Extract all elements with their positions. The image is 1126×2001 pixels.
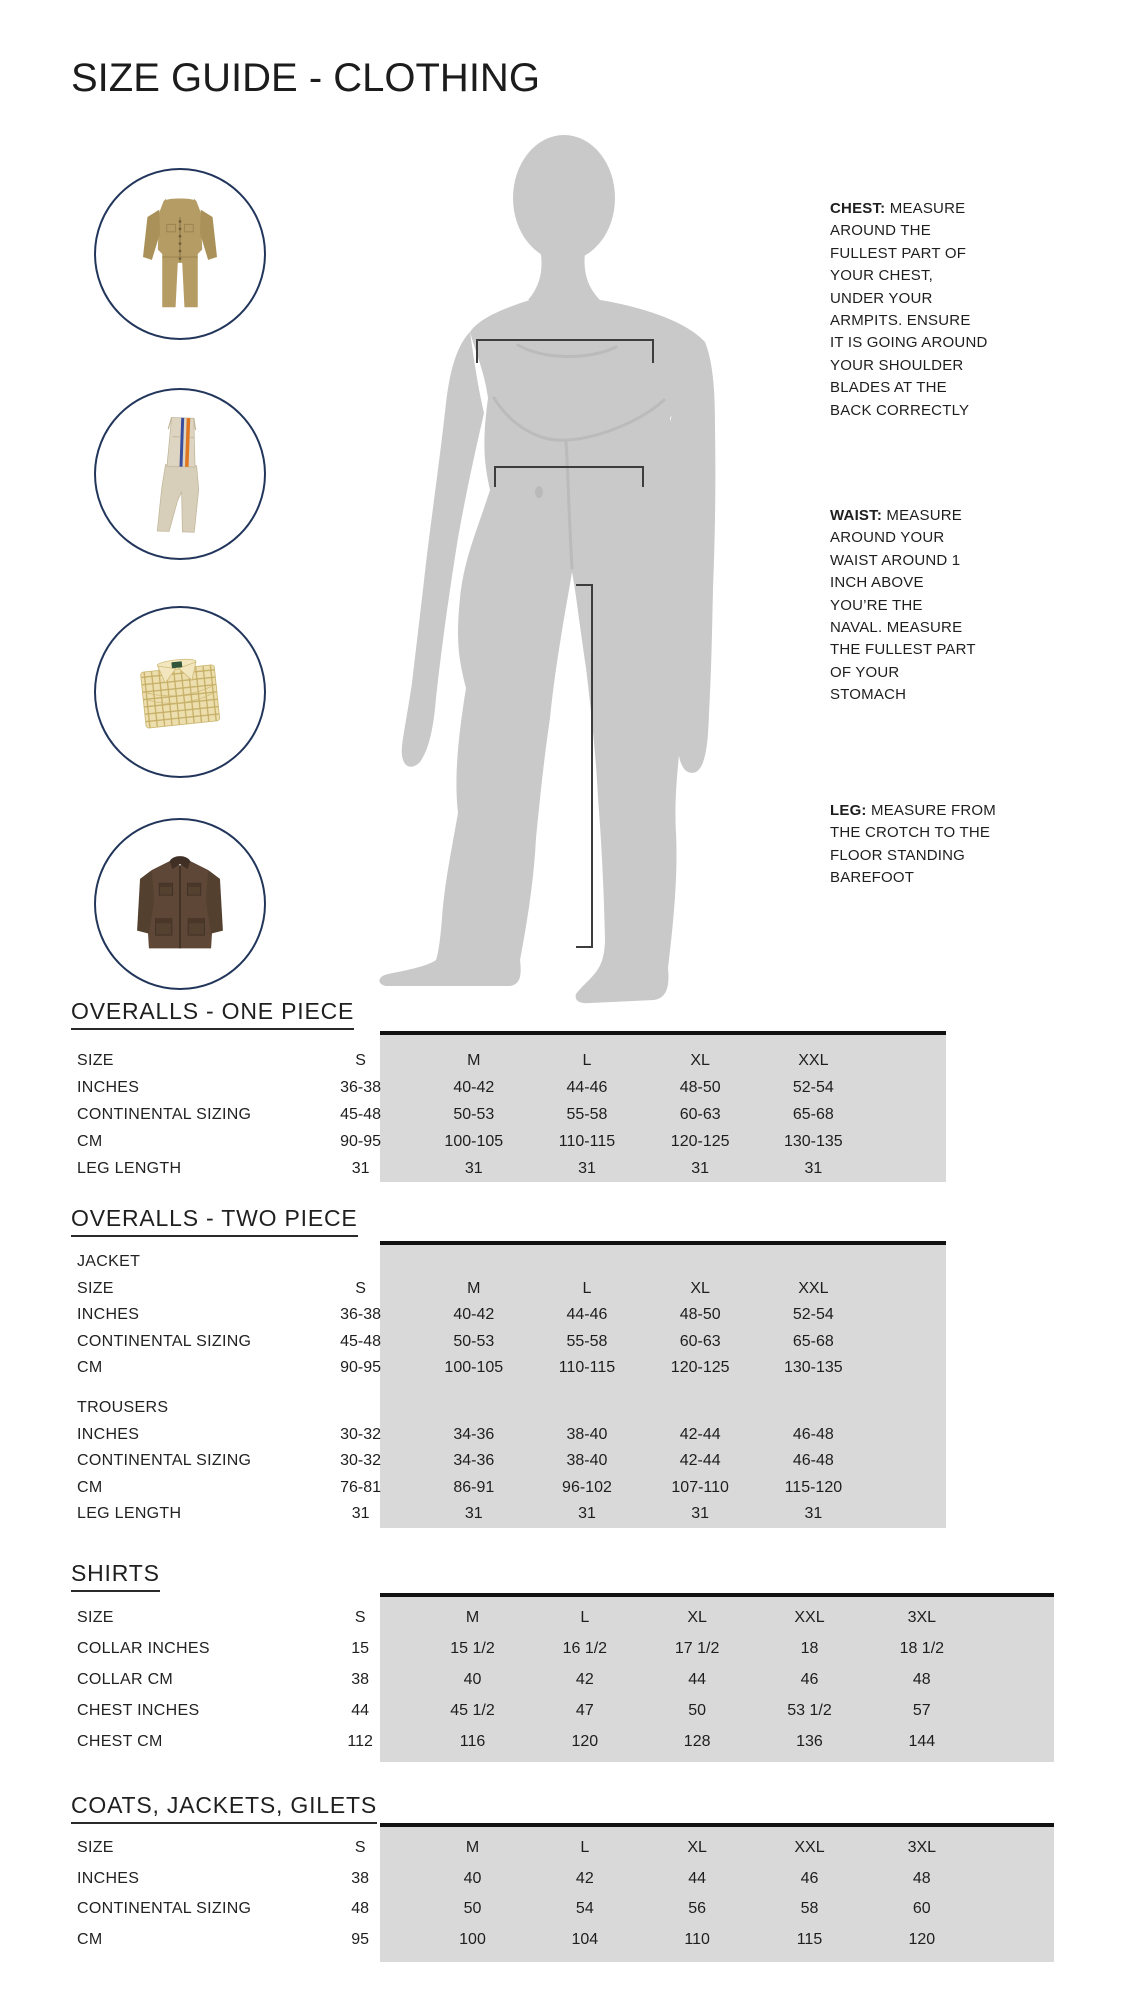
cell: 58 [800,1900,819,1918]
cell: 30-32 [340,1425,382,1443]
cell: 44-46 [566,1078,608,1096]
cell: M [467,1051,481,1069]
cell: 40 [463,1869,482,1887]
cell: XL [690,1279,710,1297]
cell: 130-135 [783,1132,843,1150]
cell: S [354,1609,366,1627]
cell: 54 [575,1900,594,1918]
cell: 31 [691,1159,710,1177]
row-label: CHEST CM [77,1732,163,1750]
cell: 15 [351,1640,370,1658]
row-label: CM [77,1132,103,1150]
table-row [0,1475,1126,1502]
cell: 90-95 [340,1359,382,1377]
table-row [0,1726,1126,1757]
cell: 52-54 [792,1078,834,1096]
cell: M [465,1839,480,1857]
row-label: COLLAR CM [77,1670,174,1688]
cell: XL [687,1839,707,1857]
cell: 65-68 [792,1332,834,1350]
product-image-two-piece-overall [94,388,266,560]
table-subheading-row [0,1395,1126,1422]
cell: 120 [571,1732,599,1750]
cell: 116 [459,1732,486,1750]
cell: XL [687,1609,707,1627]
cell: 115 [796,1930,823,1948]
cell: 65-68 [792,1105,834,1123]
row-label: CONTINENTAL SIZING [77,1452,252,1470]
product-image-field-jacket [94,818,266,990]
cell: 110-115 [558,1132,616,1150]
cell: 115-120 [784,1478,843,1496]
trousers-subheading: TROUSERS [77,1399,169,1417]
cell: 48-50 [679,1306,721,1324]
cell: 42 [575,1670,594,1688]
table-row [0,1422,1126,1449]
cell: L [582,1279,592,1297]
cell: 38-40 [566,1425,608,1443]
cell: 120-125 [670,1359,730,1377]
cell: 30-32 [340,1452,382,1470]
cell: M [467,1279,481,1297]
cell: 31 [578,1159,596,1177]
table-row [0,1894,1126,1925]
cell: XL [690,1051,710,1069]
cell: 110-115 [558,1359,616,1377]
waist-note-label: WAIST: [830,507,883,524]
cell: 44-46 [566,1306,608,1324]
cell: 44 [688,1670,707,1688]
cell: 48 [912,1670,931,1688]
row-label: SIZE [77,1609,114,1627]
cell: 48 [351,1900,370,1918]
cell: 56 [688,1900,707,1918]
cell: 57 [912,1701,931,1719]
cell: 40 [463,1670,482,1688]
cell: 42-44 [679,1452,721,1470]
cell: 110 [684,1930,710,1948]
table-subheading-row [0,1249,1126,1276]
cell: 50-53 [453,1105,495,1123]
cell: 47 [575,1701,594,1719]
cell: XXL [794,1609,825,1627]
cell: 3XL [907,1609,937,1627]
table-row [0,1355,1126,1382]
cell: 50 [463,1900,482,1918]
cell: 60-63 [679,1105,721,1123]
row-label: INCHES [77,1425,140,1443]
leg-measure-line [576,584,593,948]
cell: 60 [912,1900,931,1918]
table-row [0,1501,1126,1528]
checked-shirt-icon [106,618,254,766]
table-row [0,1101,1126,1128]
cell: 42 [575,1869,594,1887]
cell: M [465,1609,480,1627]
two-piece-overall-icon [106,400,254,548]
cell: 76-81 [340,1478,382,1496]
cell: L [580,1609,590,1627]
body-silhouette [318,98,718,1008]
leg-note [830,800,996,890]
cell: 53 1/2 [787,1701,832,1719]
chest-note-label: CHEST: [830,200,886,217]
cell: 60-63 [679,1332,721,1350]
cell: 36-38 [340,1306,382,1324]
cell: 38 [351,1869,370,1887]
table-row [0,1074,1126,1101]
cell: 120-125 [670,1132,730,1150]
cell: 112 [347,1732,373,1750]
cell: 34-36 [453,1452,495,1470]
table-row [0,1329,1126,1356]
cell: 52-54 [792,1306,834,1324]
table-row [0,1155,1126,1182]
chest-measure-line [476,339,654,363]
cell: 36-38 [340,1078,382,1096]
cell: 42-44 [679,1425,721,1443]
cell: 107-110 [671,1478,729,1496]
table-row [0,1276,1126,1303]
cell: 18 [800,1640,819,1658]
cell: 130-135 [783,1359,843,1377]
cell: 31 [578,1505,596,1523]
cell: 31 [464,1159,483,1177]
one-piece-overall-icon [106,180,254,328]
cell: L [582,1051,592,1069]
waist-note [830,505,976,707]
row-label: CONTINENTAL SIZING [77,1105,252,1123]
coats-title: COATS, JACKETS, GILETS [71,1792,377,1824]
cell: 90-95 [340,1132,382,1150]
table-row [0,1833,1126,1864]
chest-note [830,198,988,422]
product-image-one-piece-overall [94,168,266,340]
cell: S [354,1839,366,1857]
leg-note-label: LEG: [830,802,867,819]
table-row [0,1925,1126,1956]
cell: 16 1/2 [562,1640,608,1658]
table-row [0,1047,1126,1074]
cell: 40-42 [453,1078,495,1096]
row-label: CM [77,1359,103,1377]
cell: 38 [351,1670,370,1688]
cell: 44 [688,1869,707,1887]
field-jacket-icon [106,830,254,978]
row-label: SIZE [77,1279,114,1297]
cell: 55-58 [566,1332,608,1350]
cell: 15 1/2 [450,1640,495,1658]
cell: 31 [804,1159,823,1177]
cell: 45-48 [340,1332,382,1350]
cell: 100-105 [444,1359,504,1377]
cell: 3XL [907,1839,937,1857]
row-label: LEG LENGTH [77,1159,182,1177]
cell: 86-91 [453,1478,495,1496]
cell: 50 [688,1701,707,1719]
cell: XXL [798,1051,829,1069]
shirts-title: SHIRTS [71,1560,160,1592]
cell: 46 [800,1869,819,1887]
row-label: INCHES [77,1869,140,1887]
row-label: SIZE [77,1839,114,1857]
cell: 46 [800,1670,819,1688]
cell: L [580,1839,590,1857]
cell: 50-53 [453,1332,495,1350]
table-row [0,1448,1126,1475]
cell: 31 [804,1505,823,1523]
table-row [0,1603,1126,1634]
page-title: SIZE GUIDE - CLOTHING [71,56,540,100]
cell: 48 [912,1869,931,1887]
cell: 128 [683,1732,711,1750]
cell: 100 [459,1930,486,1948]
row-label: CHEST INCHES [77,1701,200,1719]
table-row [0,1864,1126,1895]
table-row [0,1128,1126,1155]
cell: 31 [351,1159,370,1177]
cell: 100-105 [444,1132,504,1150]
overalls-two-piece-title: OVERALLS - TWO PIECE [71,1205,358,1237]
cell: S [355,1051,366,1069]
cell: 46-48 [792,1425,834,1443]
cell: XXL [794,1839,825,1857]
row-label: INCHES [77,1078,140,1096]
row-label: INCHES [77,1306,140,1324]
row-label: COLLAR INCHES [77,1640,210,1658]
row-label: LEG LENGTH [77,1505,182,1523]
table-row [0,1634,1126,1665]
cell: 44 [351,1701,370,1719]
cell: 40-42 [453,1306,495,1324]
waist-note-text: MEASURE AROUND YOUR WAIST AROUND 1 INCH ABOVE YOU’RE THE NAVAL. MEASURE THE FULLEST PART OF YOUR STOMACH [830,507,976,704]
cell: 34-36 [453,1425,495,1443]
leg-note-text: MEASURE FROM THE CROTCH TO THE FLOOR STANDING BAREFOOT [830,802,996,887]
cell: 31 [691,1505,710,1523]
table-row [0,1695,1126,1726]
cell: 45 1/2 [450,1701,495,1719]
cell: 104 [571,1930,599,1948]
row-label: SIZE [77,1051,114,1069]
cell: 46-48 [792,1452,834,1470]
cell: 45-48 [340,1105,382,1123]
table-row [0,1665,1126,1696]
cell: 96-102 [562,1478,612,1496]
cell: 38-40 [566,1452,608,1470]
cell: 120 [908,1930,936,1948]
row-label: CONTINENTAL SIZING [77,1332,252,1350]
cell: 55-58 [566,1105,608,1123]
waist-measure-line [494,466,644,487]
product-image-checked-shirt [94,606,266,778]
cell: 144 [908,1732,936,1750]
chest-note-text: MEASURE AROUND THE FULLEST PART OF YOUR CHEST, UNDER YOUR ARMPITS. ENSURE IT IS GOING AROUND YOUR SHOULDER BLADES AT THE BACK CORRECTLY [830,200,988,419]
jacket-subheading: JACKET [77,1253,141,1271]
row-label: CM [77,1478,103,1496]
cell: 31 [351,1505,370,1523]
overalls-one-piece-title: OVERALLS - ONE PIECE [71,998,354,1030]
row-label: CM [77,1930,103,1948]
cell: 17 1/2 [674,1640,720,1658]
cell: 48-50 [679,1078,721,1096]
cell: 95 [351,1930,370,1948]
cell: S [355,1279,366,1297]
cell: 31 [464,1505,483,1523]
cell: XXL [798,1279,829,1297]
table-row [0,1302,1126,1329]
row-label: CONTINENTAL SIZING [77,1900,252,1918]
cell: 136 [796,1732,823,1750]
cell: 18 1/2 [899,1640,945,1658]
